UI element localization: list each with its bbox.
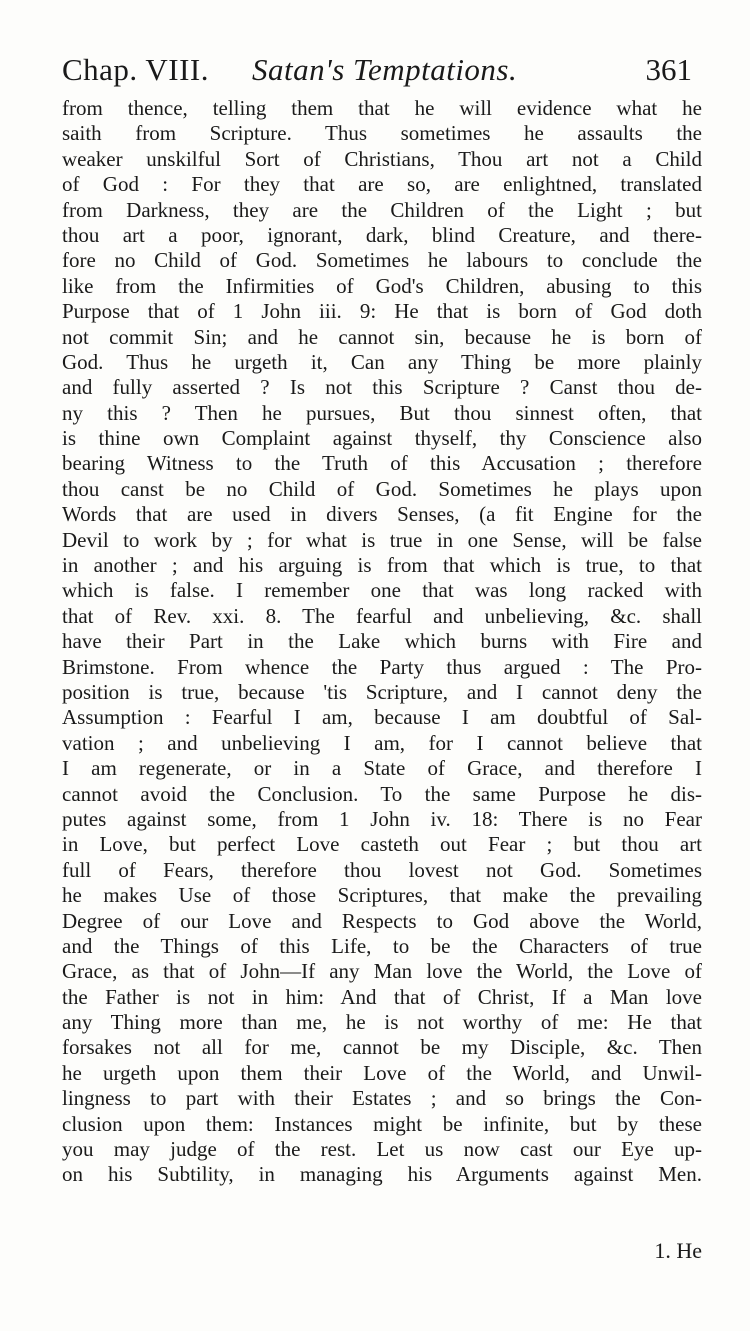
text-line: Brimstone. From whence the Party thus argued : The Pro- xyxy=(62,654,702,679)
text-line: he urgeth upon them their Love of the World, and Unwil- xyxy=(62,1060,702,1085)
running-title: Satan's Temptations. xyxy=(252,52,518,87)
text-line: lingness to part with their Estates ; and so brings the Con- xyxy=(62,1086,702,1111)
text-line: bearing Witness to the Truth of this Accusation ; therefore xyxy=(62,451,702,476)
text-line: is thine own Complaint against thyself, thy Conscience also xyxy=(62,426,702,451)
body-text xyxy=(62,96,702,1188)
text-line: vation ; and unbelieving I am, for I cannot believe that xyxy=(62,730,702,755)
text-line: I am regenerate, or in a State of Grace, and therefore I xyxy=(62,756,702,781)
text-line: on his Subtility, in managing his Arguments against Men. xyxy=(62,1162,702,1187)
text-line: Words that are used in divers Senses, (a fit Engine for the xyxy=(62,502,702,527)
text-line: any Thing more than me, he is not worthy of me: He that xyxy=(62,1010,702,1035)
chapter-heading: Chap. VIII. xyxy=(62,52,209,87)
text-line: and fully asserted ? Is not this Scripture ? Canst thou de- xyxy=(62,375,702,400)
text-line: like from the Infirmities of God's Children, abusing to this xyxy=(62,273,702,298)
text-line: Grace, as that of John—If any Man love the World, the Love of xyxy=(62,959,702,984)
text-line: thou canst be no Child of God. Sometimes he plays upon xyxy=(62,476,702,501)
text-line: of God : For they that are so, are enlightned, translated xyxy=(62,172,702,197)
text-line: weaker unskilful Sort of Christians, Thou art not a Child xyxy=(62,146,702,171)
running-header xyxy=(62,52,692,96)
text-line: he makes Use of those Scriptures, that make the prevailing xyxy=(62,883,702,908)
text-line: Assumption : Fearful I am, because I am doubtful of Sal- xyxy=(62,705,702,730)
text-line: putes against some, from 1 John iv. 18: There is no Fear xyxy=(62,806,702,831)
text-line: and the Things of this Life, to be the Characters of true xyxy=(62,933,702,958)
text-line: have their Part in the Lake which burns with Fire and xyxy=(62,629,702,654)
text-line: cannot avoid the Conclusion. To the same Purpose he dis- xyxy=(62,781,702,806)
text-line: thou art a poor, ignorant, dark, blind Creature, and there- xyxy=(62,222,702,247)
text-line: Degree of our Love and Respects to God above the World, xyxy=(62,908,702,933)
text-line: Purpose that of 1 John iii. 9: He that is born of God doth xyxy=(62,299,702,324)
page-number: 361 xyxy=(645,52,692,87)
text-line: from Darkness, they are the Children of the Light ; but xyxy=(62,197,702,222)
text-line: not commit Sin; and he cannot sin, because he is born of xyxy=(62,324,702,349)
text-line: full of Fears, therefore thou lovest not God. Sometimes xyxy=(62,857,702,882)
text-line: the Father is not in him: And that of Christ, If a Man love xyxy=(62,984,702,1009)
text-line: in another ; and his arguing is from that which is true, to that xyxy=(62,553,702,578)
text-line: God. Thus he urgeth it, Can any Thing be more plainly xyxy=(62,349,702,374)
text-line: ny this ? Then he pursues, But thou sinnest often, that xyxy=(62,400,702,425)
text-line: which is false. I remember one that was long racked with xyxy=(62,578,702,603)
text-line: position is true, because 'tis Scripture, and I cannot deny the xyxy=(62,679,702,704)
text-line: clusion upon them: Instances might be infinite, but by these xyxy=(62,1111,702,1136)
text-line: forsakes not all for me, cannot be my Disciple, &c. Then xyxy=(62,1035,702,1060)
text-line: in Love, but perfect Love casteth out Fear ; but thou art xyxy=(62,832,702,857)
text-line: saith from Scripture. Thus sometimes he assaults the xyxy=(62,121,702,146)
page-footer xyxy=(62,1236,702,1266)
text-line: you may judge of the rest. Let us now cast our Eye up- xyxy=(62,1137,702,1162)
text-line: from thence, telling them that he will evidence what he xyxy=(62,96,702,120)
catchword: 1. He xyxy=(654,1238,702,1263)
text-line: Devil to work by ; for what is true in one Sense, will be false xyxy=(62,527,702,552)
text-line: that of Rev. xxi. 8. The fearful and unbelieving, &c. shall xyxy=(62,603,702,628)
text-line: fore no Child of God. Sometimes he labours to conclude the xyxy=(62,248,702,273)
